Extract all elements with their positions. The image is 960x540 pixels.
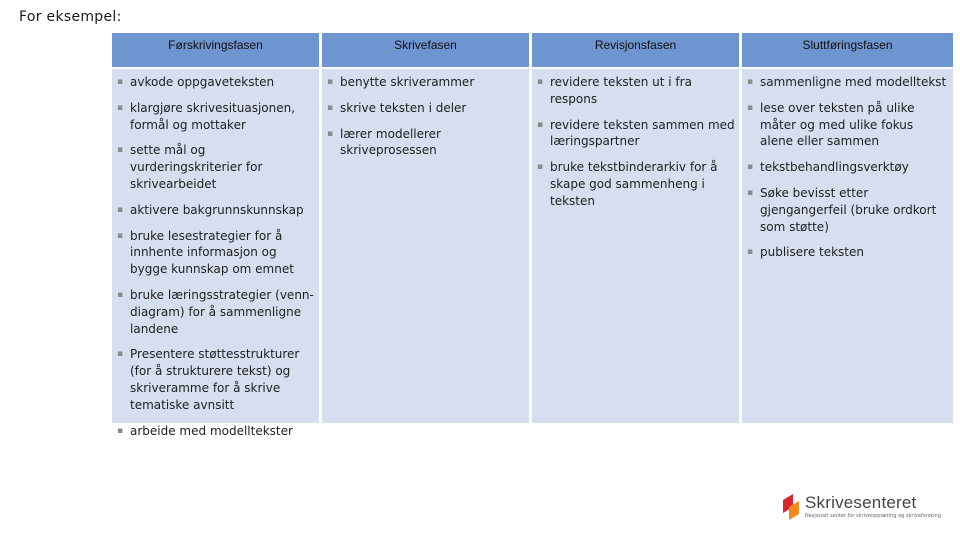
bullet-icon: ▪ [117,145,124,156]
writing-phases-table [112,33,953,438]
column-header-sluttforing: Sluttføringsfasen [742,33,953,67]
list-item-text: lese over teksten på ulike måter og med ulike fokus alene eller sammen [760,100,915,149]
bullet-icon: ▪ [327,102,334,113]
list-item [117,74,315,91]
bullet-icon: ▪ [537,77,544,87]
list-item-text: bruke læringsstrategier (venn-diagram) for å sammenligne landene [130,287,314,336]
bullet-icon: ▪ [747,247,754,258]
list-item [537,74,735,108]
list-item-text: sammenligne med modelltekst [760,75,947,89]
list-item-text: arbeide med modelltekster [130,423,293,438]
list-item [327,74,525,91]
list-item [117,142,315,192]
list-item [117,346,315,413]
list-item-text: lærer modellerer skriveprosessen [340,126,441,158]
list-item-text: benytte skriverammer [340,75,475,89]
column-header-revisjon: Revisjonsfasen [532,33,739,67]
intro-text: For eksempel: [19,9,122,25]
bullet-icon: ▪ [747,77,754,87]
bullet-icon: ▪ [117,77,124,87]
list-item-text: tekstbehandlingsverktøy [760,160,909,175]
bullet-icon: ▪ [117,289,124,300]
bullet-icon: ▪ [117,425,124,436]
bullet-icon: ▪ [747,187,754,198]
skrivesenteret-logo-icon [781,492,801,520]
list-item-text: publisere teksten [760,245,864,260]
list-item [747,74,949,91]
list-item-text: Søke bevisst etter gjengangerfeil (bruke ordkort som støtte) [760,185,937,234]
bullet-icon: ▪ [117,349,124,360]
column-header-skrive: Skrivefasen [322,33,529,67]
bullet-icon: ▪ [747,102,754,113]
list-item [117,423,315,440]
list-item-text: bruke lesestrategier for å innhente informasjon og bygge kunnskap om emnet [130,228,294,277]
bullet-icon: ▪ [537,162,544,173]
logo-tagline: Nasjonalt senter for skriveopplæring og skriveforsking [805,513,941,519]
list-item-text: avkode oppgaveteksten [130,75,275,89]
list-item [747,159,949,176]
list-item [747,185,949,235]
bullet-icon: ▪ [537,119,544,130]
logo-name: Skrivesenteret [805,493,917,512]
bullet-icon: ▪ [117,102,124,113]
list-item [117,202,315,219]
list-item [327,126,525,160]
list-item-text: aktivere bakgrunnskunnskap [130,202,304,217]
list-item [537,117,735,151]
list-item [747,100,949,150]
bullet-icon: ▪ [747,162,754,173]
skrivesenteret-logo [781,492,941,522]
list-item [327,100,525,117]
list-item-text: revidere teksten sammen med læringspartner [550,117,735,149]
list-item [537,159,735,209]
list-item [117,228,315,278]
list-item-text: Presentere støttesstrukturer (for å strukturere tekst) og skriveramme for å skrive tematiske avnsitt [130,347,300,412]
list-item-text: klargjøre skrivesituasjonen, formål og mottaker [130,100,296,132]
bullet-icon: ▪ [117,204,124,215]
list-item-text: skrive teksten i deler [340,100,467,115]
column-body-revisjon [532,69,739,423]
bullet-icon: ▪ [117,230,124,241]
bullet-icon: ▪ [327,77,334,87]
list-item-text: sette mål og vurderingskriterier for skrivearbeidet [130,143,263,191]
column-header-forskriving: Førskrivingsfasen [112,33,319,67]
list-item [747,244,949,261]
column-body-skrive [322,69,529,423]
list-item-text: revidere teksten ut i fra respons [550,75,692,106]
bullet-icon: ▪ [327,128,334,139]
column-body-sluttforing [742,69,953,423]
list-item-text: bruke tekstbinderarkiv for å skape god sammenheng i teksten [550,160,718,208]
list-item [117,100,315,134]
column-body-forskriving [112,69,319,438]
list-item [117,287,315,337]
